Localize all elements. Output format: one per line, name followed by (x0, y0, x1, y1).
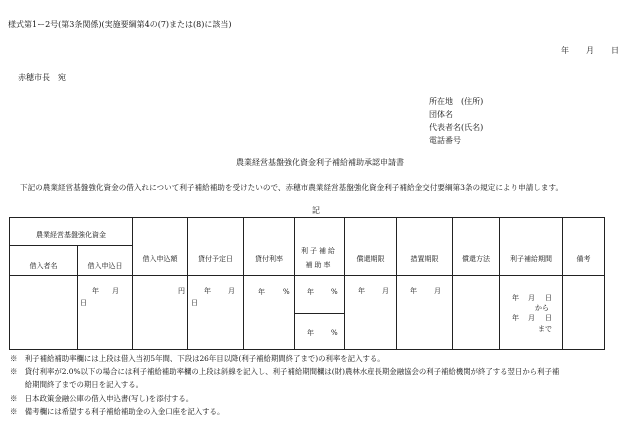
borrow-date-year: 年 (92, 287, 99, 295)
document-title: 農業経営基盤強化資金利子補給補助承認申請書 (236, 158, 404, 167)
repay-period-month: 月 (382, 287, 389, 295)
header-repay-method: 償還方法 (462, 255, 490, 263)
rate-year: 年 (258, 288, 265, 296)
loan-date-year: 年 (204, 287, 211, 295)
subsidy-period-to-month: 月 (528, 314, 535, 322)
borrow-date-month: 月 (112, 287, 119, 295)
header-loan-date: 貸付予定日 (198, 255, 233, 263)
header-borrow-date: 借入申込日 (87, 262, 123, 270)
repay-period-year: 年 (358, 287, 365, 295)
body-text: 下記の農業経営基盤強化資金の借入れについて利子補給補助を受けたいので、赤穂市農業経営基盤強化資金利子補給金交付要綱第3条の規定により申請します。 (20, 183, 564, 192)
note-item: ※ 日本政策金融公庫の借入申込書(写し)を添付する。 (10, 394, 194, 403)
applicant-address-label: 所在地 (住所) (429, 97, 484, 106)
header-borrower: 借入者名 (29, 262, 58, 270)
subsidy-rate-lower-year: 年 (307, 329, 314, 337)
header-subsidy-rate: 利子補給補助率 (301, 247, 337, 269)
loan-date-month: 月 (228, 287, 235, 295)
subsidy-period-from-day: 日 (545, 294, 552, 302)
subsidy-period-kara: から (535, 304, 549, 312)
header-rate: 貸付利率 (255, 255, 283, 263)
header-grace-period: 措置期限 (410, 255, 439, 263)
note-item: ※ 備考欄には希望する利子補給補助金の入金口座を記入する。 (10, 407, 225, 416)
rate-percent: % (283, 288, 290, 296)
subsidy-period-from-month: 月 (528, 294, 535, 302)
subsidy-period-made: まで (538, 325, 552, 333)
header-repay-period: 償還期限 (356, 255, 385, 263)
subsidy-period-from-year: 年 (512, 294, 519, 302)
header-subsidy-period: 利子補給期間 (510, 255, 552, 263)
date-month-label: 月 (586, 46, 594, 55)
ki-label: 記 (312, 206, 320, 215)
subsidy-rate-upper-year: 年 (307, 288, 314, 296)
addressee: 赤穂市長 宛 (18, 73, 66, 82)
subsidy-rate-lower-percent: % (331, 329, 338, 337)
amount-unit: 円 (178, 287, 185, 295)
subsidy-period-to-day: 日 (545, 314, 552, 322)
loan-date-day: 日 (191, 299, 198, 307)
group-header-loan: 農業経営基盤強化資金 (36, 231, 106, 239)
grace-period-month: 月 (434, 287, 441, 295)
form-number: 様式第1ー2号(第3条関係)(実施要綱第4の(7)または(8)に該当) (8, 20, 232, 29)
subsidy-rate-upper-percent: % (331, 288, 338, 296)
note-item: ※ 利子補給補助率欄には上段は借入当初5年間、下段は26年目以降(利子補給期間終了まで)の利率を記入する。 (10, 354, 385, 363)
applicant-representative-label: 代表者名(氏名) (429, 123, 484, 132)
note-item: 給期間終了までの期日を記入する。 (10, 380, 144, 389)
date-year-label: 年 (561, 46, 569, 55)
note-item: ※ 貸付利率が2.0%以下の場合には利子補給補助率欄の上段は斜線を記入し、利子補給期間欄は(財)農林水産長期金融協会の利子補給機関が終了する翌日から利子補 (10, 367, 560, 376)
grace-period-year: 年 (410, 287, 417, 295)
applicant-phone-label: 電話番号 (429, 136, 461, 145)
header-remarks: 備考 (576, 255, 591, 263)
borrow-date-day: 日 (80, 299, 87, 307)
header-amount: 借入申込額 (142, 255, 178, 263)
subsidy-period-to-year: 年 (512, 314, 519, 322)
applicant-organization-label: 団体名 (429, 110, 453, 119)
date-day-label: 日 (611, 46, 619, 55)
